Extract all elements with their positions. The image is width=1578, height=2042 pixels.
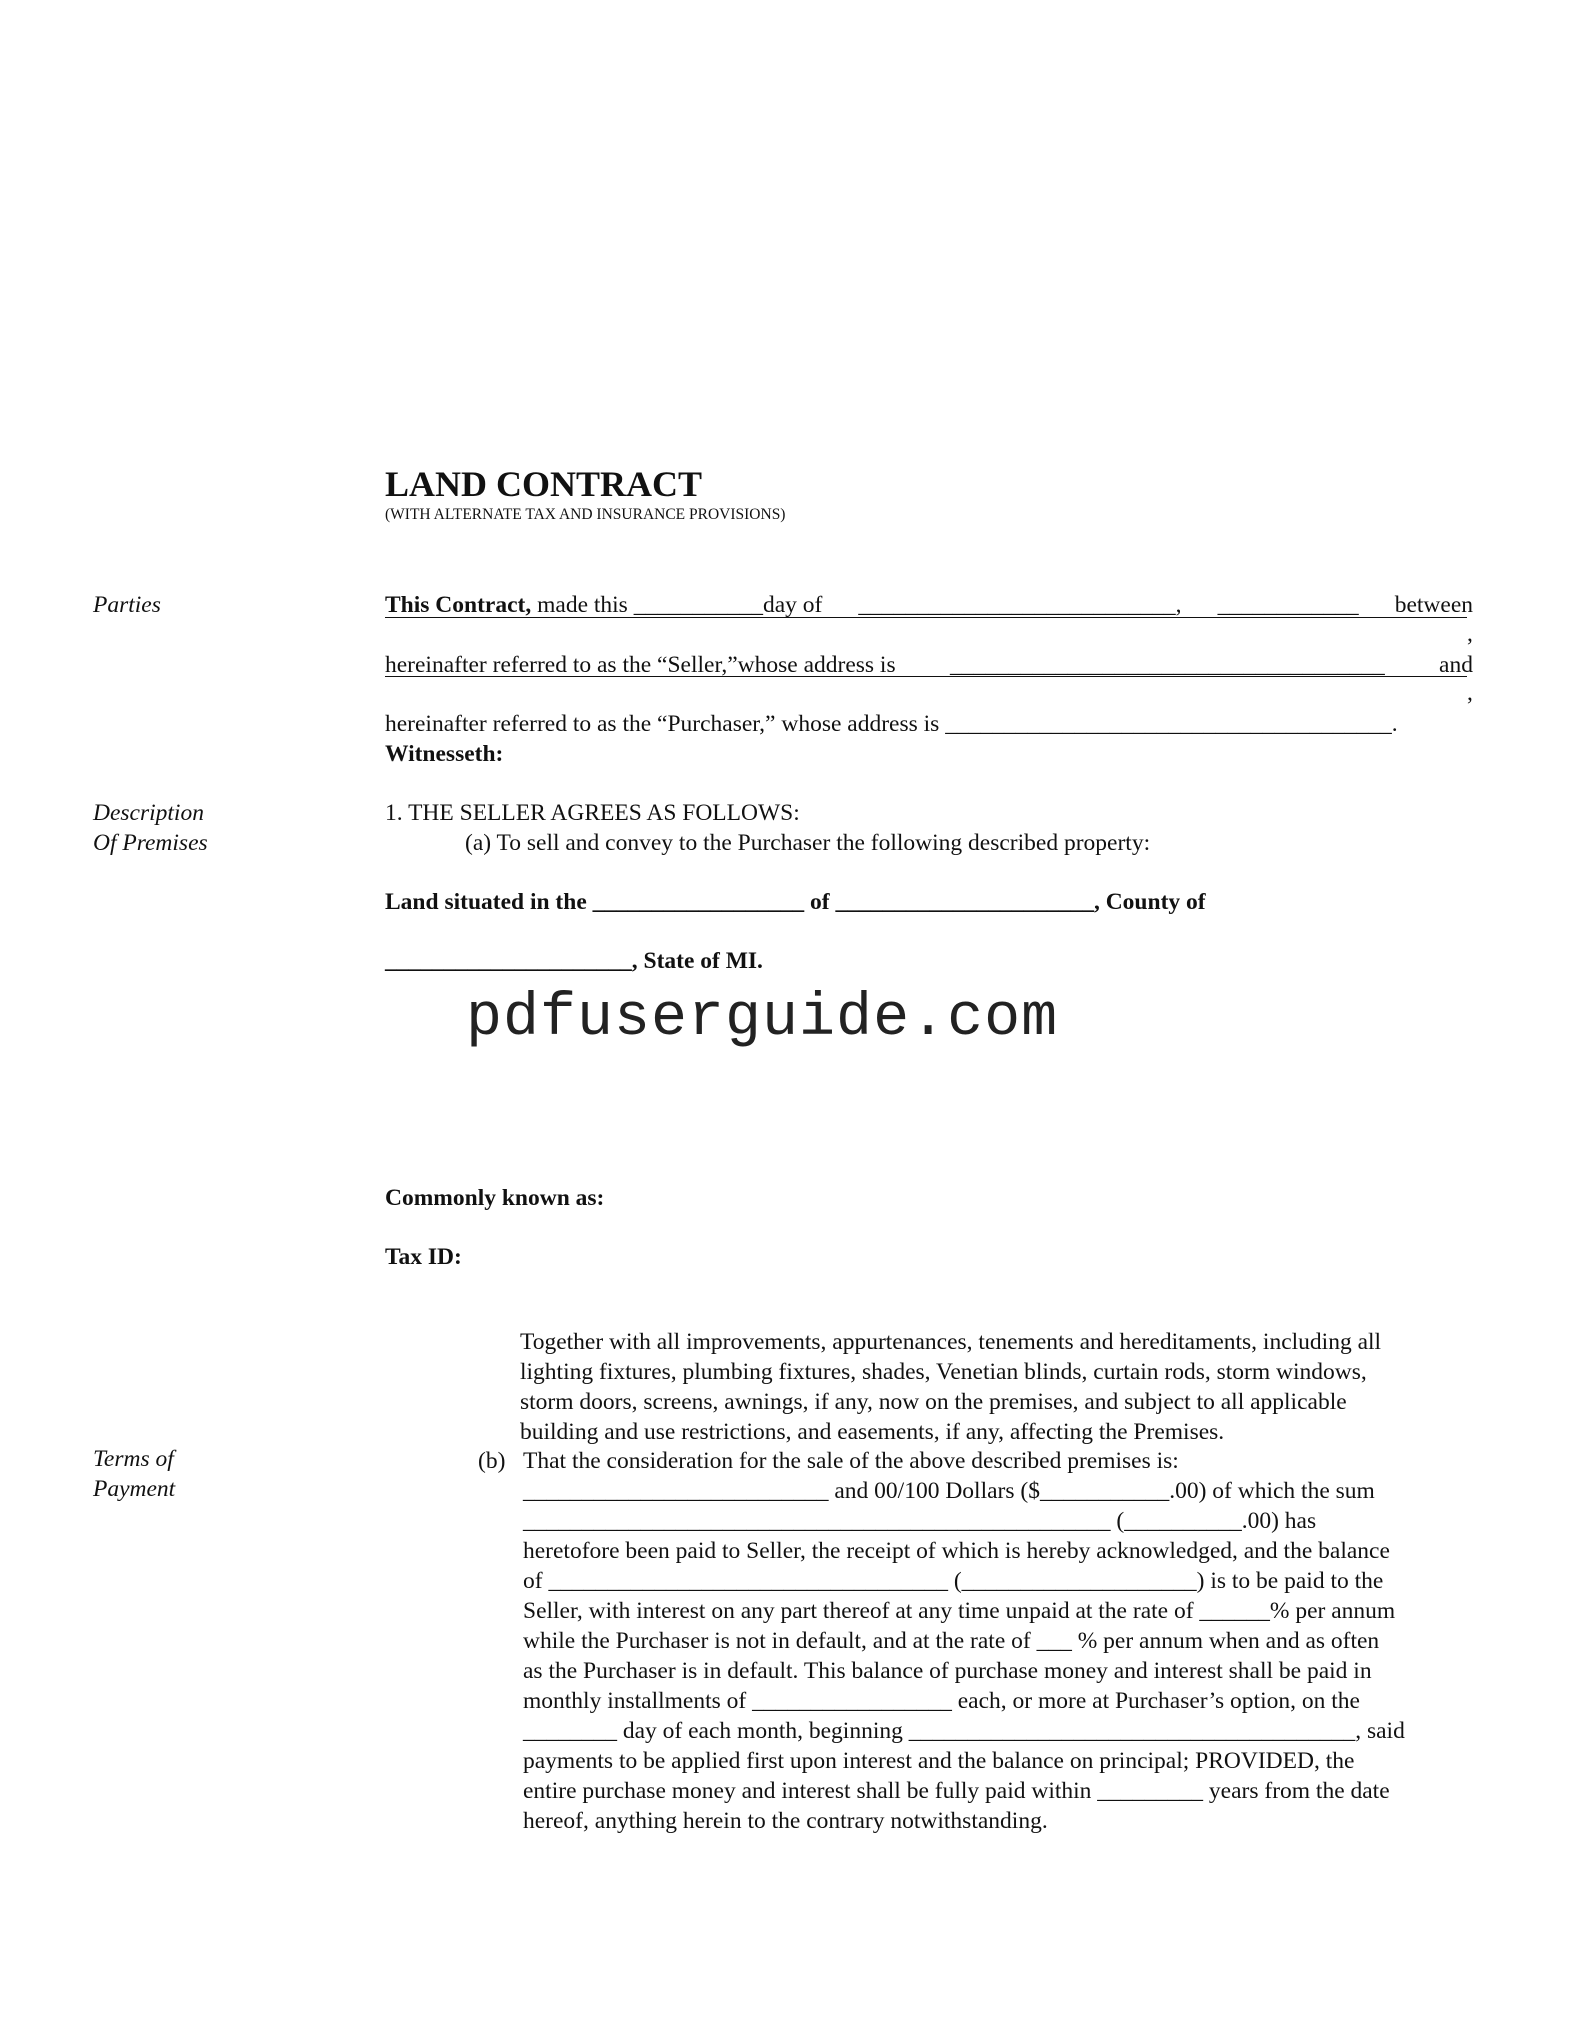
together-line: Together with all improvements, appurtenances, tenements and hereditaments, including all [520,1329,1382,1355]
this-contract-label: This Contract, [385,592,532,618]
seller-line-comma: , [1467,621,1473,647]
document-title: LAND CONTRACT [385,464,703,504]
land-situated-line: Land situated in the __________________ of ______________________, County of [385,889,1206,915]
seller-address-blank: _____________________________________ [949,652,1385,678]
between-text: between [1394,592,1473,618]
day-blank: ___________day of [633,592,823,618]
tax-id-label: Tax ID: [385,1244,462,1270]
together-line: lighting fixtures, plumbing fixtures, shades, Venetian blinds, curtain rods, storm windows, [520,1359,1367,1385]
item-b-marker: (b) [478,1448,506,1474]
terms-line: That the consideration for the sale of the above described premises is: [523,1448,1179,1474]
made-this-text: made this [537,592,628,618]
terms-line: of __________________________________ (____________________) is to be paid to the [523,1568,1384,1594]
year-blank: ____________ [1217,592,1359,618]
terms-line: heretofore been paid to Seller, the receipt of which is hereby acknowledged, and the balance [523,1538,1390,1564]
terms-line: entire purchase money and interest shall be fully paid within _________ years from the date [523,1778,1390,1804]
seller-agrees-heading: 1. THE SELLER AGREES AS FOLLOWS: [385,800,800,826]
commonly-known-label: Commonly known as: [385,1185,605,1211]
terms-line: __________________________ and 00/100 Dollars ($___________.00) of which the sum [523,1478,1375,1504]
together-line: storm doors, screens, awnings, if any, now on the premises, and subject to all applicable [520,1389,1347,1415]
terms-line: ________ day of each month, beginning ______________________________________, said [523,1718,1405,1744]
month-blank: ___________________________, [858,592,1182,618]
terms-line: payments to be applied first upon interest and the balance on principal; PROVIDED, the [523,1748,1355,1774]
terms-line: as the Purchaser is in default. This balance of purchase money and interest shall be paid in [523,1658,1372,1684]
margin-label-of-premises: Of Premises [93,830,208,856]
seller-address-label: hereinafter referred to as the “Seller,”whose address is [385,652,896,678]
margin-label-payment: Payment [93,1476,176,1502]
margin-label-parties: Parties [93,592,161,618]
terms-paragraph [523,1446,1405,1836]
together-line: building and use restrictions, and easements, if any, affecting the Premises. [520,1419,1225,1445]
and-text: and [1439,652,1473,678]
parties-line-1 [385,590,1473,620]
item-a-sell-convey: (a) To sell and convey to the Purchaser the following described property: [465,830,1151,856]
terms-line: while the Purchaser is not in default, and at the rate of ___ % per annum when and as often [523,1628,1380,1654]
purchaser-line-comma: , [1467,680,1473,706]
state-line: _____________________, State of MI. [385,948,763,974]
terms-line: Seller, with interest on any part thereof at any time unpaid at the rate of ______% per annum [523,1598,1396,1624]
terms-line: hereof, anything herein to the contrary notwithstanding. [523,1808,1048,1834]
terms-line: monthly installments of _________________ each, or more at Purchaser’s option, on the [523,1688,1360,1714]
terms-line: __________________________________________________ (__________.00) has [523,1508,1317,1534]
purchaser-address-line: hereinafter referred to as the “Purchaser,” whose address is ______________________________________. [385,711,1398,737]
margin-label-description: Description [93,800,204,826]
seller-name-blank [385,617,1467,618]
together-with-paragraph [520,1327,1381,1447]
witnesseth-label: Witnesseth: [385,741,504,767]
purchaser-name-blank [385,676,1467,677]
document-subtitle: (WITH ALTERNATE TAX AND INSURANCE PROVISIONS) [385,506,786,523]
watermark-text: pdfuserguide.com [466,985,1059,1053]
margin-label-terms: Terms of [93,1446,174,1472]
